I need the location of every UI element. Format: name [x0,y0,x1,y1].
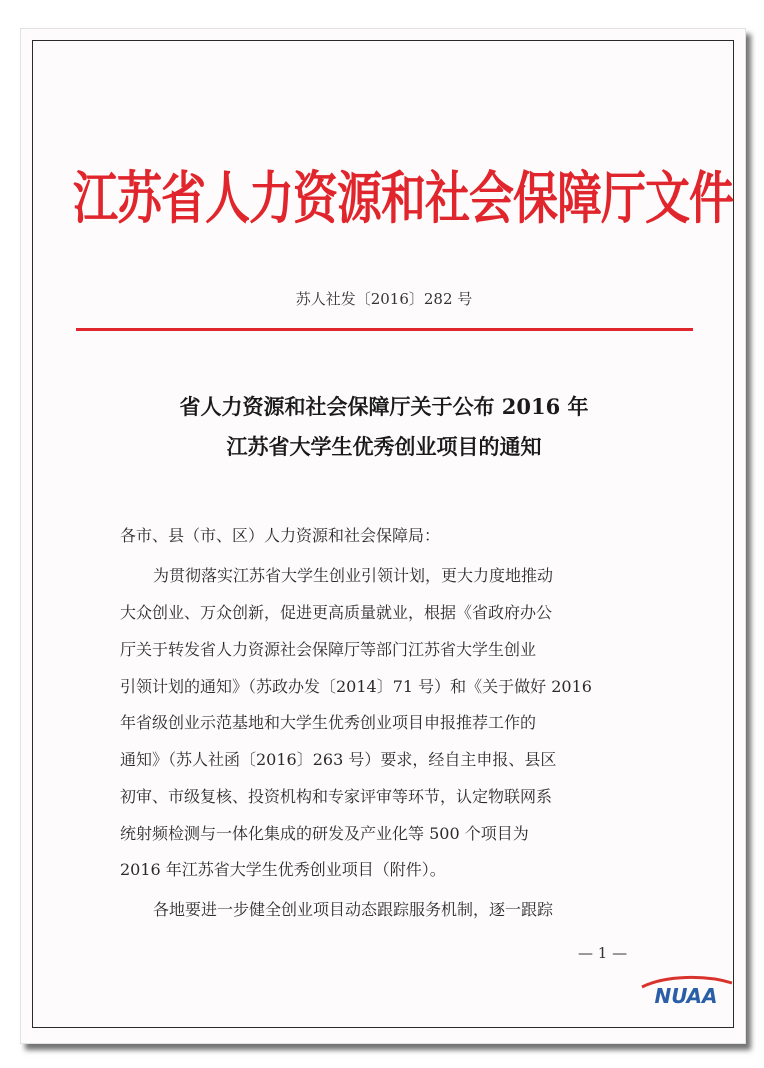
salutation: 各市、县（市、区）人力资源和社会保障局： [120,526,441,545]
paragraph1-line: 大众创业、万众创新，促进更高质量就业，根据《省政府办公 [120,603,553,622]
paragraph2-line: 各地要进一步健全创业项目动态跟踪服务机制，逐一跟踪 [153,900,554,919]
masthead-title: 江苏省人力资源和社会保障厅文件 [73,164,734,231]
paragraph1-line: 统射频检测与一体化集成的研发及产业化等 500 个项目为 [120,824,529,843]
paragraph1-line: 引领计划的通知》（苏政办发〔2014〕71 号）和《关于做好 2016 [120,677,592,696]
notice-title-line2: 江苏省大学生优秀创业项目的通知 [226,434,542,459]
notice-title-line1: 省人力资源和社会保障厅关于公布 2016 年 [179,394,589,419]
paragraph1-line: 通知》（苏人社函〔2016〕263 号）要求，经自主申报、县区 [120,750,557,769]
paragraph1-line: 2016 年江苏省大学生优秀创业项目（附件）。 [120,860,446,879]
red-divider [76,328,693,331]
document-number: 苏人社发〔2016〕282 号 [295,290,473,308]
paragraph1-line: 初审、市级复核、投资机构和专家评审等环节，认定物联网系 [120,787,553,806]
nuaa-logo [636,973,736,1009]
paragraph1-line: 厅关于转发省人力资源社会保障厅等部门江苏省大学生创业 [120,640,537,659]
logo-text: NUAA [654,984,718,1008]
document-page [32,40,734,1028]
page-number: — 1 — [578,944,628,962]
paragraph1-line: 年省级创业示范基地和大学生优秀创业项目申报推荐工作的 [120,713,537,732]
paragraph1-line: 为贯彻落实江苏省大学生创业引领计划，更大力度地推动 [153,566,554,585]
